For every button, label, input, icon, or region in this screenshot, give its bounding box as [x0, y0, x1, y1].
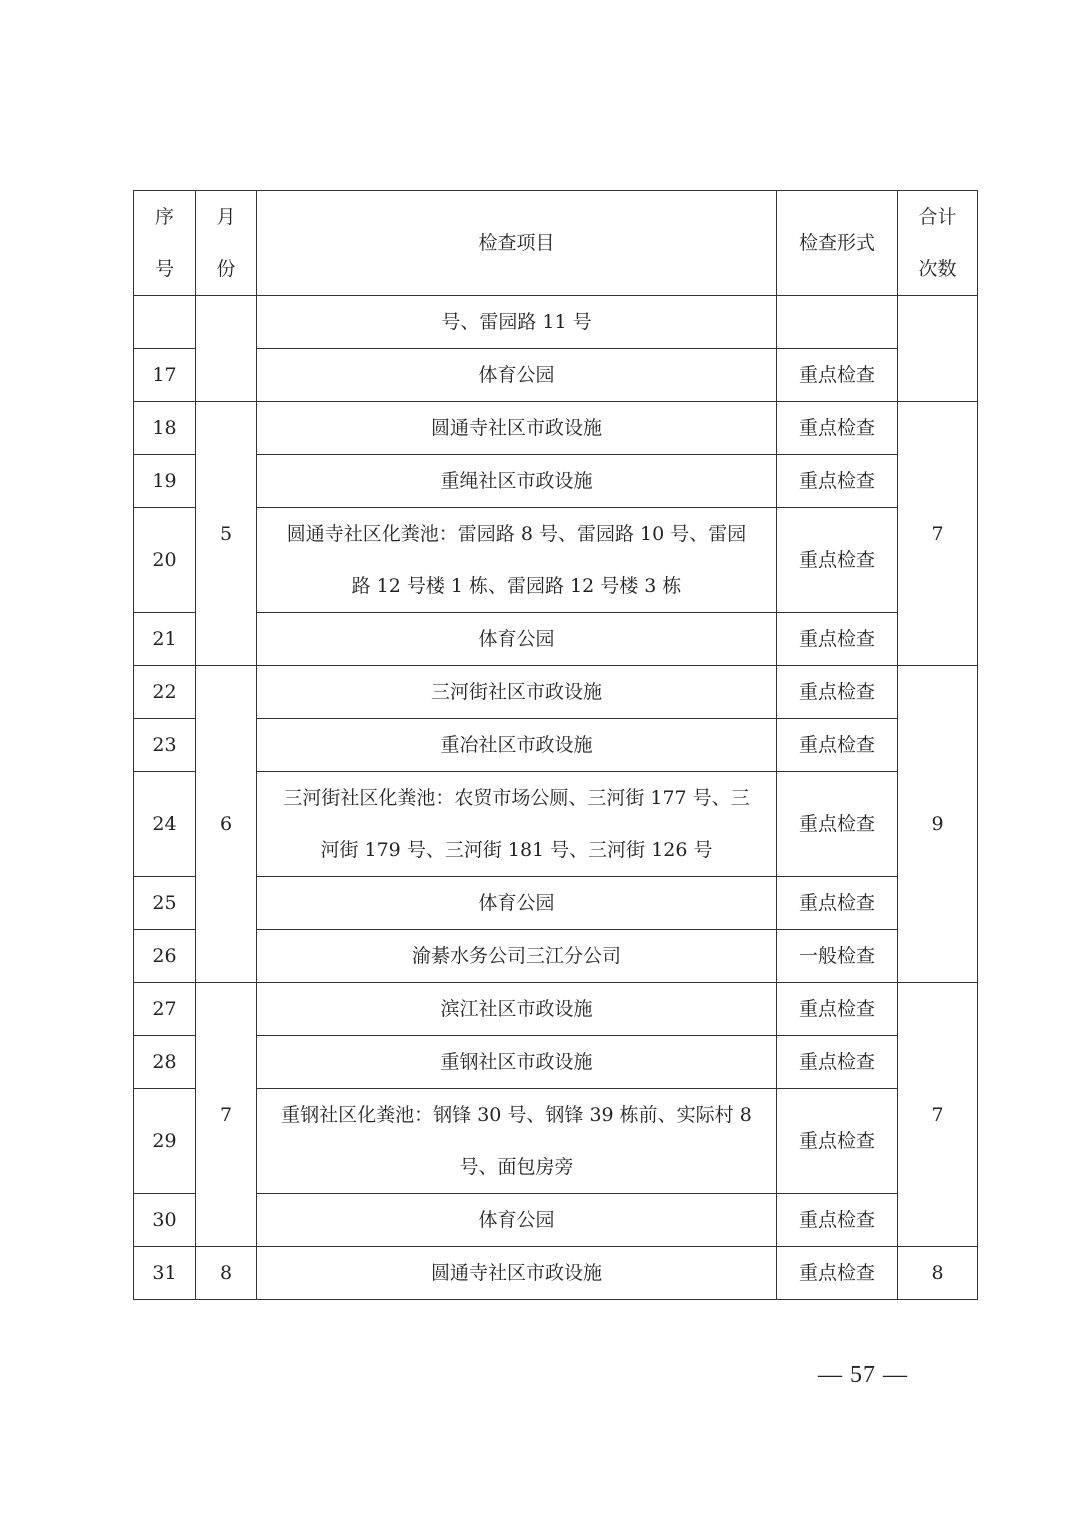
total-8-cell: 8	[898, 1247, 978, 1300]
row-item: 渝綦水务公司三江分公司	[257, 930, 777, 983]
month-5-cell: 5	[196, 402, 257, 666]
total-7-cell: 7	[898, 983, 978, 1247]
row-form: 重点检查	[777, 719, 898, 772]
row-item: 滨江社区市政设施	[257, 983, 777, 1036]
row-no: 20	[134, 508, 196, 613]
table-row	[134, 296, 978, 349]
row-no: 29	[134, 1089, 196, 1194]
inspection-table	[133, 190, 978, 1300]
table-row	[134, 877, 978, 930]
row-no: 22	[134, 666, 196, 719]
row-item: 重冶社区市政设施	[257, 719, 777, 772]
table-row	[134, 1247, 978, 1300]
table-row	[134, 508, 978, 613]
row-item: 重钢社区化粪池：钢锋 30 号、钢锋 39 栋前、实际村 8 号、面包房旁	[257, 1089, 777, 1194]
row-no: 31	[134, 1247, 196, 1300]
table-row	[134, 1036, 978, 1089]
row-no	[134, 296, 196, 349]
row-form: 重点检查	[777, 1036, 898, 1089]
table-row	[134, 402, 978, 455]
table-row	[134, 1194, 978, 1247]
total-6-cell: 9	[898, 666, 978, 983]
header-form: 检查形式	[777, 191, 898, 296]
row-item: 圆通寺社区市政设施	[257, 1247, 777, 1300]
header-month: 月 份	[196, 191, 257, 296]
row-no: 28	[134, 1036, 196, 1089]
row-no: 24	[134, 772, 196, 877]
row-form: 重点检查	[777, 1194, 898, 1247]
row-item: 三河街社区化粪池：农贸市场公厕、三河街 177 号、三 河街 179 号、三河街 181 号、三河街 126 号	[257, 772, 777, 877]
table-row	[134, 349, 978, 402]
page-number: — 57 —	[818, 1362, 908, 1388]
row-item: 三河街社区市政设施	[257, 666, 777, 719]
table-row	[134, 930, 978, 983]
row-item: 重钢社区市政设施	[257, 1036, 777, 1089]
row-total	[898, 296, 978, 402]
table-row	[134, 772, 978, 877]
table-row	[134, 666, 978, 719]
row-form: 重点检查	[777, 455, 898, 508]
header-item: 检查项目	[257, 191, 777, 296]
row-no: 17	[134, 349, 196, 402]
row-form: 重点检查	[777, 349, 898, 402]
row-item: 圆通寺社区市政设施	[257, 402, 777, 455]
table-row	[134, 613, 978, 666]
row-form: 重点检查	[777, 877, 898, 930]
table-row	[134, 455, 978, 508]
row-no: 30	[134, 1194, 196, 1247]
row-item: 体育公园	[257, 349, 777, 402]
row-form: 重点检查	[777, 772, 898, 877]
row-form: 重点检查	[777, 666, 898, 719]
row-form	[777, 296, 898, 349]
row-no: 27	[134, 983, 196, 1036]
month-6-cell: 6	[196, 666, 257, 983]
row-no: 23	[134, 719, 196, 772]
row-item: 体育公园	[257, 613, 777, 666]
row-item: 号、雷园路 11 号	[257, 296, 777, 349]
row-no: 26	[134, 930, 196, 983]
row-form: 重点检查	[777, 508, 898, 613]
row-form: 重点检查	[777, 402, 898, 455]
row-form: 重点检查	[777, 1089, 898, 1194]
row-no: 19	[134, 455, 196, 508]
row-item: 重绳社区市政设施	[257, 455, 777, 508]
table-row	[134, 719, 978, 772]
table-row	[134, 1089, 978, 1194]
row-item: 圆通寺社区化粪池：雷园路 8 号、雷园路 10 号、雷园 路 12 号楼 1 栋、雷园路 12 号楼 3 栋	[257, 508, 777, 613]
row-form: 重点检查	[777, 983, 898, 1036]
row-month	[196, 296, 257, 402]
row-no: 18	[134, 402, 196, 455]
row-form: 重点检查	[777, 613, 898, 666]
row-item: 体育公园	[257, 1194, 777, 1247]
row-no: 21	[134, 613, 196, 666]
header-total: 合计 次数	[898, 191, 978, 296]
month-8-cell: 8	[196, 1247, 257, 1300]
row-form: 重点检查	[777, 1247, 898, 1300]
row-no: 25	[134, 877, 196, 930]
row-form: 一般检查	[777, 930, 898, 983]
header-no: 序 号	[134, 191, 196, 296]
month-7-cell: 7	[196, 983, 257, 1247]
table-header-row	[134, 191, 978, 296]
row-item: 体育公园	[257, 877, 777, 930]
table-row	[134, 983, 978, 1036]
total-5-cell: 7	[898, 402, 978, 666]
